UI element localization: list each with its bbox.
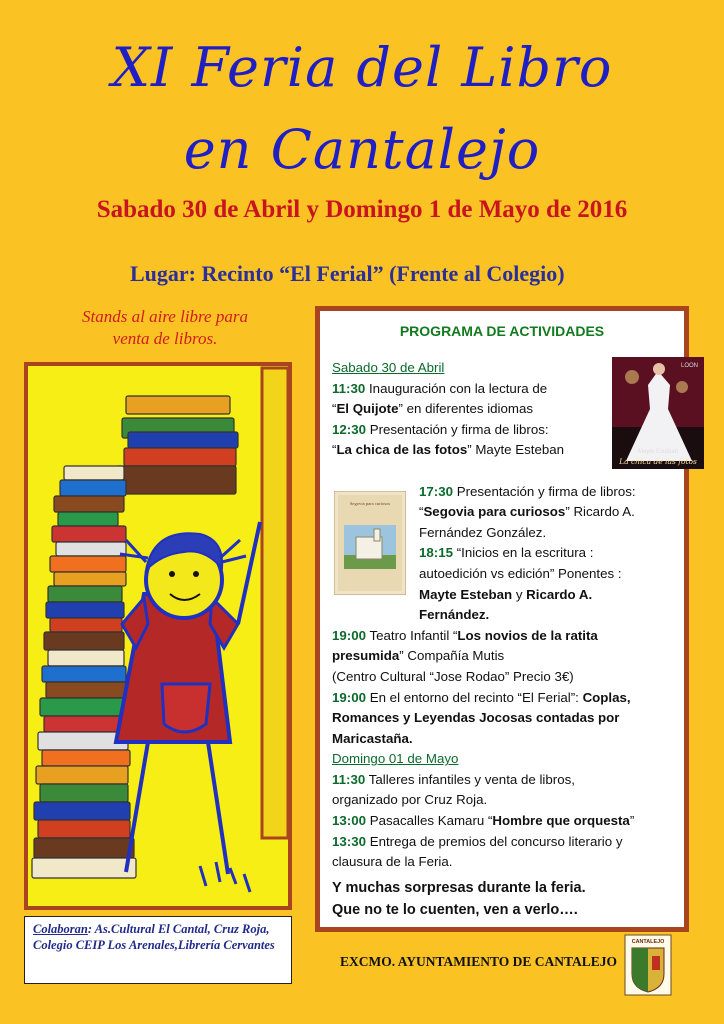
book-cover-segovia-para-curiosos	[334, 491, 406, 595]
book-spine	[56, 542, 126, 556]
book-spine	[52, 526, 126, 542]
program-text: La chica de las fotos	[336, 442, 468, 458]
program-line	[332, 399, 602, 420]
program-text: ” Compañía Mutis	[399, 648, 505, 664]
book-spine	[32, 858, 136, 878]
title-line-1: XI Feria del Libro	[111, 36, 613, 99]
program-time: 18:15	[419, 545, 454, 561]
event-dates: Sabado 30 de Abril y Domingo 1 de Mayo de 2016	[96, 196, 628, 223]
collaborators-box	[24, 916, 292, 984]
program-line	[332, 770, 677, 791]
closing-line-2: Que no te lo cuenten, ven a verlo….	[332, 902, 578, 918]
program-time: 11:30	[332, 380, 366, 396]
location-label: Lugar:	[130, 261, 196, 286]
location	[130, 261, 565, 287]
book1-title: La chica de las fotos	[619, 457, 697, 466]
book1-brand: LOON	[680, 363, 698, 369]
book-spine	[34, 838, 134, 858]
stands-line-1: Stands al aire libre para	[82, 307, 248, 326]
program-text: En el entorno del recinto “El Ferial”:	[366, 689, 583, 705]
program-text: El Quijote	[336, 401, 399, 417]
program-line	[332, 852, 677, 873]
program-box	[315, 306, 698, 932]
program-text: Presentación y firma de libros:	[366, 421, 549, 437]
collaborators-text: : As.Cultural El Cantal, Cruz Roja, Colegio CEIP Los Arenales,Librería Cervantes	[33, 922, 275, 952]
council-name: EXCMO. AYUNTAMIENTO DE CANTALEJO	[340, 954, 618, 969]
collaborators-label: Colaboran	[33, 922, 88, 936]
program-text: Coplas,	[582, 689, 631, 705]
book2-title: Segovia para curiosos	[349, 501, 391, 506]
program-text: ”	[629, 813, 635, 829]
book-spine	[54, 572, 126, 586]
program-text: Talleres infantiles y venta de libros,	[365, 771, 575, 787]
book-cover-la-chica-de-las-fotos	[612, 357, 704, 469]
program-text: Pasacalles Kamaru “	[366, 813, 493, 829]
book-spine	[40, 784, 128, 802]
book-spine	[54, 496, 124, 512]
program-text: Ricardo A.	[526, 586, 593, 602]
program-time: 19:00	[332, 689, 367, 705]
program-line	[332, 667, 677, 688]
program-line	[332, 646, 677, 667]
location-value: Recinto “El Ferial” (Frente al Colegio)	[196, 261, 565, 286]
program-line	[332, 358, 602, 379]
program-text: Los novios de la ratita	[457, 627, 598, 643]
program-line	[332, 626, 677, 647]
program-text: clausura de la Feria.	[332, 854, 453, 870]
program-text: y	[512, 586, 527, 602]
program-text: “	[332, 442, 337, 458]
book1-author: Mayte Esteban	[637, 449, 679, 455]
program-line	[332, 379, 602, 400]
closing-line-1: Y muchas sorpresas durante la feria.	[332, 880, 586, 896]
program-day: Sabado 30 de Abril	[332, 360, 445, 375]
program-text: ” Mayte Esteban	[467, 442, 565, 458]
program-text: “	[419, 504, 424, 520]
program-line	[332, 420, 602, 441]
program-line	[332, 708, 677, 729]
book-spine	[60, 480, 126, 496]
program-day: Domingo 01 de Mayo	[332, 751, 459, 767]
book-spine	[34, 802, 130, 820]
book-spine	[42, 750, 130, 766]
program-text: Segovia para curiosos	[423, 504, 566, 520]
book-spine	[46, 602, 124, 618]
program-line	[332, 790, 677, 811]
program-text: “	[332, 401, 337, 417]
program-time: 17:30	[419, 483, 454, 499]
book-spine	[64, 466, 124, 480]
crest-text: CANTALEJO	[631, 939, 665, 945]
program-text: (Centro Cultural “Jose Rodao” Precio 3€)	[332, 668, 574, 684]
program-time: 13:00	[332, 813, 367, 829]
program-line	[332, 749, 677, 770]
books-girl-illustration	[24, 362, 292, 910]
program-time: 13:30	[332, 833, 367, 849]
book-spine	[126, 396, 230, 414]
program-line	[332, 832, 677, 853]
book-spine	[40, 698, 128, 716]
program-text: Fernández González.	[419, 524, 547, 540]
program-title: PROGRAMA DE ACTIVIDADES	[399, 323, 605, 339]
program-text: presumida	[332, 648, 400, 664]
book-spine	[50, 556, 126, 572]
book-spine	[58, 512, 118, 526]
book-spine	[116, 466, 236, 494]
book-spine	[44, 632, 124, 650]
stands-note	[40, 306, 290, 350]
book-spine	[46, 682, 128, 698]
program-text: ” en diferentes idiomas	[398, 401, 534, 417]
program-time: 19:00	[332, 627, 367, 643]
program-text: Presentación y firma de libros:	[453, 483, 636, 499]
program-time: 11:30	[332, 771, 366, 787]
book-spine	[48, 650, 124, 666]
town-crest-icon	[624, 934, 672, 996]
book-spine	[44, 716, 128, 732]
program-text: autoedición vs edición” Ponentes :	[419, 565, 622, 581]
program-text: Hombre que orquesta	[492, 813, 630, 829]
program-time: 12:30	[332, 421, 367, 437]
book-spine	[128, 432, 238, 448]
book-spine	[50, 618, 122, 632]
program-text: “Inicios en la escritura :	[453, 545, 594, 561]
book-spine	[124, 448, 236, 466]
program-text: ” Ricardo A.	[565, 504, 635, 520]
title-line-2: en Cantalejo	[183, 118, 541, 181]
book-spine	[42, 666, 126, 682]
program-text: Maricastaña.	[332, 730, 413, 746]
program-line	[332, 688, 677, 709]
program-text: Inauguración con la lectura de	[365, 380, 548, 396]
program-text: Mayte Esteban	[419, 586, 513, 602]
closing-message	[332, 877, 586, 921]
program-line	[332, 811, 677, 832]
program-line	[332, 729, 677, 750]
book-spine	[48, 586, 122, 602]
program-text: organizado por Cruz Roja.	[332, 792, 488, 808]
program-text: Entrega de premios del concurso literario y	[366, 833, 623, 849]
program-text: Romances y Leyendas Jocosas contadas por	[332, 710, 620, 726]
book-spine	[38, 820, 130, 838]
book-spine	[36, 766, 128, 784]
stands-line-2: venta de libros.	[112, 329, 218, 348]
program-text: Teatro Infantil “	[366, 627, 458, 643]
program-line	[332, 440, 602, 461]
program-text: Fernández.	[419, 607, 490, 623]
program-line	[332, 605, 677, 626]
